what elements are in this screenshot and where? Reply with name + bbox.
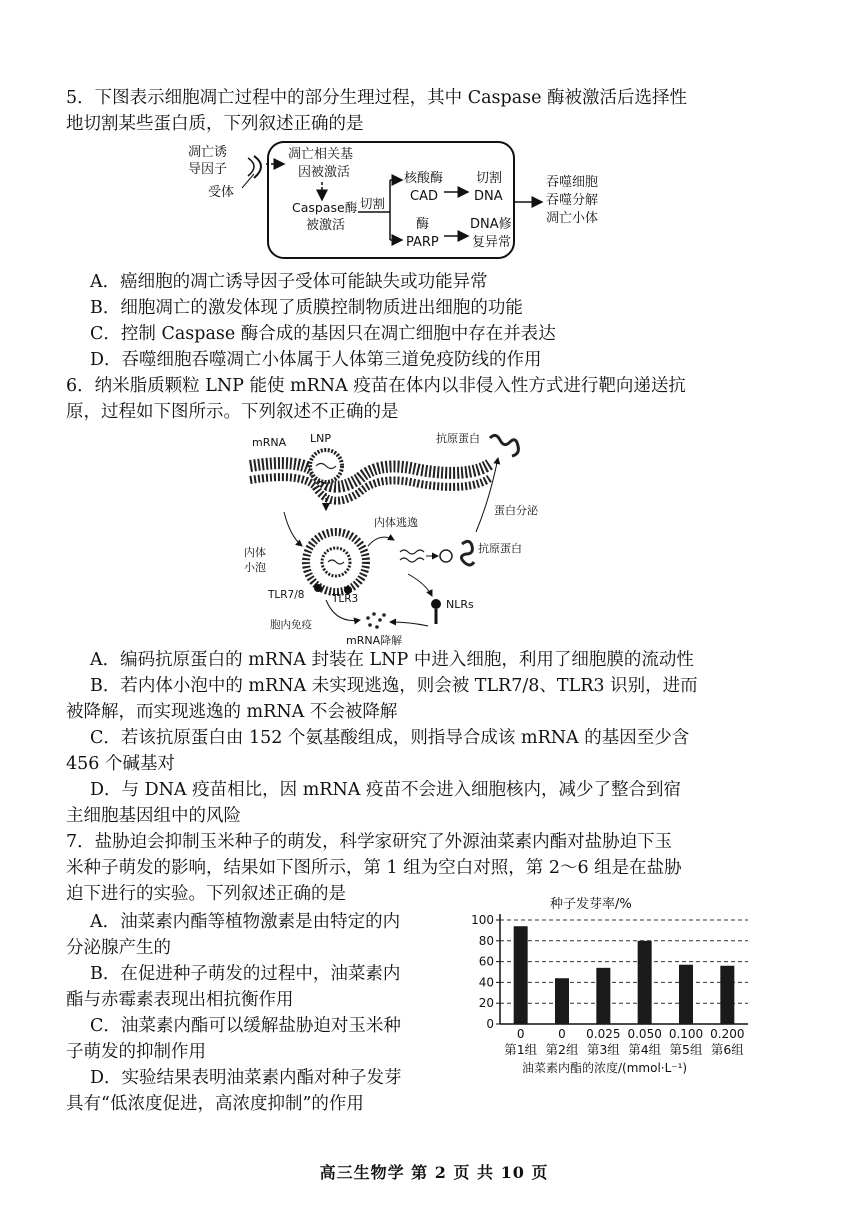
germination-bar-chart [460,890,760,1080]
q5-stem-line1: 5．下图表示细胞凋亡过程中的部分生理过程，其中 Caspase 酶被激活后选择性 [66,88,688,108]
enzyme-label-1: 酶 [416,217,430,232]
q7-option-a-cont: 分泌腺产生的 [66,938,171,958]
q7-option-c-cont: 子萌发的抑制作用 [66,1042,206,1062]
lnp-label: LNP [310,432,331,445]
bar-group-6 [720,966,734,1024]
antigen-protein-top [490,435,518,456]
q7-option-b-cont: 酯与赤霉素表现出相抗衡作用 [66,990,294,1010]
q7-stem-line2: 米种子萌发的影响，结果如下图所示，第 1 组为空白对照，第 2～6 组是在盐胁 [66,858,682,878]
page-footer: 高三生物学 第 2 页 共 10 页 [319,1163,549,1182]
group-label-1: 第1组 [504,1042,538,1057]
group-label-6: 第6组 [710,1042,744,1057]
inducer-label-1: 凋亡诱 [188,145,228,160]
bar-group-1 [514,926,528,1024]
endosome-label-2: 小泡 [244,561,266,574]
receptor-label: 受体 [208,185,235,200]
concentration-label-2: 0 [558,1027,566,1041]
phagocyte-label-2: 吞噬分解 [546,193,599,208]
q5-option-c: C．控制 Caspase 酶合成的基因只在凋亡细胞中存在并表达 [90,324,556,344]
nlrs-label: NLRs [446,598,474,611]
concentration-label-1: 0 [516,1027,525,1041]
q5-stem-line2: 地切割某些蛋白质，下列叙述正确的是 [66,114,364,134]
tlr3-label: TLR3 [332,593,359,605]
cut-label: 切割 [360,196,386,211]
ytick-label-0: 0 [486,1017,494,1031]
group-label-3: 第3组 [586,1042,620,1057]
concentration-label-4: 0.050 [627,1027,662,1041]
inducer-label-2: 导因子 [188,162,228,177]
q6-lnp-diagram [240,428,570,650]
group-label-5: 第5组 [669,1042,703,1057]
antigen-top-label: 抗原蛋白 [436,432,480,445]
bar-group-5 [679,965,693,1024]
concentration-label-6: 0.200 [710,1027,745,1041]
nuclease-label-2: CAD [410,189,438,204]
nuclease-label-1: 核酸酶 [404,171,444,186]
gene-label-2: 因被激活 [298,165,351,180]
cut-dna-label-1: 切割 [476,171,503,186]
q7-option-d-cont: 具有“低浓度促进，高浓度抑制”的作用 [66,1094,364,1114]
q7-stem-line3: 迫下进行的实验。下列叙述正确的是 [66,884,346,904]
q6-option-c: C．若该抗原蛋白由 152 个氨基酸组成，则指导合成该 mRNA 的基因至少含 [90,728,690,748]
caspase-label-1: Caspase酶 [292,200,358,215]
dna-repair-label-2: 复异常 [472,235,512,250]
group-label-2: 第2组 [545,1042,579,1057]
degraded-mrna-fragments [366,612,386,629]
phagocyte-label-1: 吞噬细胞 [546,175,599,190]
secretion-label: 蛋白分泌 [494,504,538,517]
ytick-label-2: 40 [478,975,494,990]
phagocyte-label-3: 凋亡小体 [546,211,599,226]
q7-option-b: B．在促进种子萌发的过程中，油菜素内 [90,964,401,984]
q7-option-d: D．实验结果表明油菜素内酯对种子发芽 [90,1068,402,1088]
antigen-protein [461,541,474,565]
q5-option-a: A．癌细胞的凋亡诱导因子受体可能缺失或功能异常 [90,272,488,292]
q6-stem-line1: 6．纳米脂质颗粒 LNP 能使 mRNA 疫苗在体内以非侵入性方式进行靶向递送抗 [66,376,686,396]
q7-stem-line1: 7．盐胁迫会抑制玉米种子的萌发，科学家研究了外源油菜素内酯对盐胁迫下玉 [66,832,673,852]
ytick-label-1: 20 [478,996,494,1011]
q5-apoptosis-diagram [180,136,620,266]
ytick-label-4: 80 [478,933,494,948]
q6-option-b: B．若内体小泡中的 mRNA 未实现逃逸，则会被 TLR7/8、TLR3 识别，进而 [90,676,698,696]
ytick-label-3: 60 [478,954,494,969]
escape-label: 内体逃逸 [374,516,418,529]
bar-group-3 [596,968,610,1024]
cut-dna-label-2: DNA [474,189,503,204]
q6-option-b-cont: 被降解，而实现逃逸的 mRNA 不会被降解 [66,702,398,722]
antigen-label: 抗原蛋白 [478,542,522,555]
q6-option-d-cont: 主细胞基因组中的风险 [66,806,241,826]
q6-stem-line2: 原，过程如下图所示。下列叙述不正确的是 [66,402,399,422]
concentration-label-5: 0.100 [668,1027,704,1041]
bar-group-2 [555,978,569,1024]
gene-label-1: 凋亡相关基 [288,147,354,162]
chart-title: 种子发芽率/% [550,897,632,912]
tlr78-label: TLR7/8 [268,589,305,601]
q5-option-d: D．吞噬细胞吞噬凋亡小体属于人体第三道免疫防线的作用 [90,350,542,370]
escaped-mrna [400,550,424,562]
caspase-label-2: 被激活 [306,218,346,233]
dna-repair-label-1: DNA修 [470,217,512,232]
mrna-label: mRNA [252,436,287,449]
immune-label: 胞内免疫 [270,619,312,631]
endosome-label-1: 内体 [244,546,266,559]
degrade-label: mRNA降解 [346,634,403,647]
nlrs-receptor [431,599,441,609]
q7-option-c: C．油菜素内酯可以缓解盐胁迫对玉米种 [90,1016,401,1036]
ytick-label-5: 100 [471,913,494,927]
concentration-label-3: 0.025 [586,1027,621,1041]
q5-option-b: B．细胞凋亡的激发体现了质膜控制物质进出细胞的功能 [90,298,523,318]
group-label-4: 第4组 [628,1042,662,1057]
receptor-shape [254,156,261,178]
ribosome [440,550,452,562]
q7-option-a: A．油菜素内酯等植物激素是由特定的内 [90,912,401,932]
q6-option-c-cont: 456 个碱基对 [66,754,175,774]
chart-xlabel: 油菜素内酯的浓度/(mmol·L⁻¹) [522,1061,688,1075]
q6-option-a: A．编码抗原蛋白的 mRNA 封装在 LNP 中进入细胞，利用了细胞膜的流动性 [90,650,694,670]
enzyme-label-2: PARP [406,235,439,250]
bar-group-4 [638,941,652,1024]
q6-option-d: D．与 DNA 疫苗相比，因 mRNA 疫苗不会进入细胞核内，减少了整合到宿 [90,780,681,800]
